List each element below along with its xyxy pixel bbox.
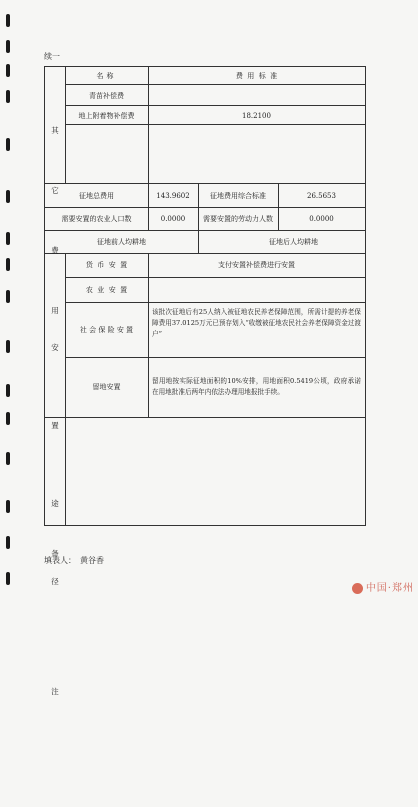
total-fee-value: 143.9602 — [156, 192, 190, 200]
binding-hole — [6, 258, 10, 271]
composite-standard-value: 26.5653 — [307, 192, 336, 200]
binding-hole — [6, 64, 10, 77]
name-header: 名称 — [96, 72, 117, 80]
filler-name: 黄谷香 — [80, 556, 104, 565]
agri-population-value: 0.0000 — [160, 215, 186, 223]
binding-hole — [6, 90, 10, 103]
attachment-compensation-label: 地上附着物补偿费 — [78, 112, 135, 120]
remarks-label: 备 注 — [51, 549, 59, 696]
binding-holes — [3, 0, 15, 600]
binding-hole — [6, 384, 10, 397]
other-fees-label: 其 它 费 用 — [51, 126, 59, 315]
binding-hole — [6, 572, 10, 585]
agri-population-label: 需要安置的农业人口数 — [61, 215, 132, 223]
binding-hole — [6, 290, 10, 303]
watermark-text: 中国·郑州 — [365, 583, 414, 594]
fee-standard-header: 费 用 标 准 — [235, 72, 278, 80]
resettlement-label: 安 置 途 径 — [51, 343, 59, 586]
agri-resettlement-label: 农 业 安 置 — [85, 286, 128, 294]
binding-hole — [6, 138, 10, 151]
retained-land-label: 留地安置 — [92, 383, 121, 391]
crop-compensation-label: 青苗补偿费 — [89, 92, 124, 100]
binding-hole — [6, 232, 10, 245]
currency-resettlement-label: 货 币 安 置 — [85, 261, 128, 269]
labor-count-value: 0.0000 — [309, 215, 334, 223]
currency-resettlement-text: 支付安置补偿费进行安置 — [218, 261, 295, 269]
filler-label: 填表人： — [44, 556, 76, 565]
binding-hole — [6, 452, 10, 465]
before-farmland-label: 征地前人均耕地 — [97, 238, 146, 246]
filler-line — [44, 555, 104, 566]
binding-hole — [6, 340, 10, 353]
social-insurance-text: 该批次征地后有25人纳入被征地农民养老保障范围，所需计提的养老保障费用37.0125万元已预存划入“收缴被征地农民社会养老保障资金过渡户” — [152, 308, 361, 338]
binding-hole — [6, 190, 10, 203]
binding-hole — [6, 40, 10, 53]
seal-icon — [352, 583, 363, 594]
binding-hole — [6, 14, 10, 27]
labor-count-label: 需要安置的劳动力人数 — [203, 215, 273, 223]
retained-land-text: 留用地按实际征地面积的10%安排，用地面积0.5419公顷，政府承诺在用地批准后两年内依法办理用地报批手续。 — [152, 377, 361, 396]
continued-label: 续一 — [44, 52, 60, 61]
site-watermark — [352, 579, 414, 594]
composite-standard-label: 征地费用综合标准 — [210, 192, 266, 200]
binding-hole — [6, 500, 10, 513]
social-insurance-label: 社 会 保 险 安 置 — [79, 326, 134, 334]
after-farmland-label: 征地后人均耕地 — [269, 238, 318, 246]
binding-hole — [6, 412, 10, 425]
total-fee-label: 征地总费用 — [79, 192, 114, 200]
binding-hole — [6, 536, 10, 549]
attachment-compensation-value: 18.2100 — [242, 112, 271, 120]
